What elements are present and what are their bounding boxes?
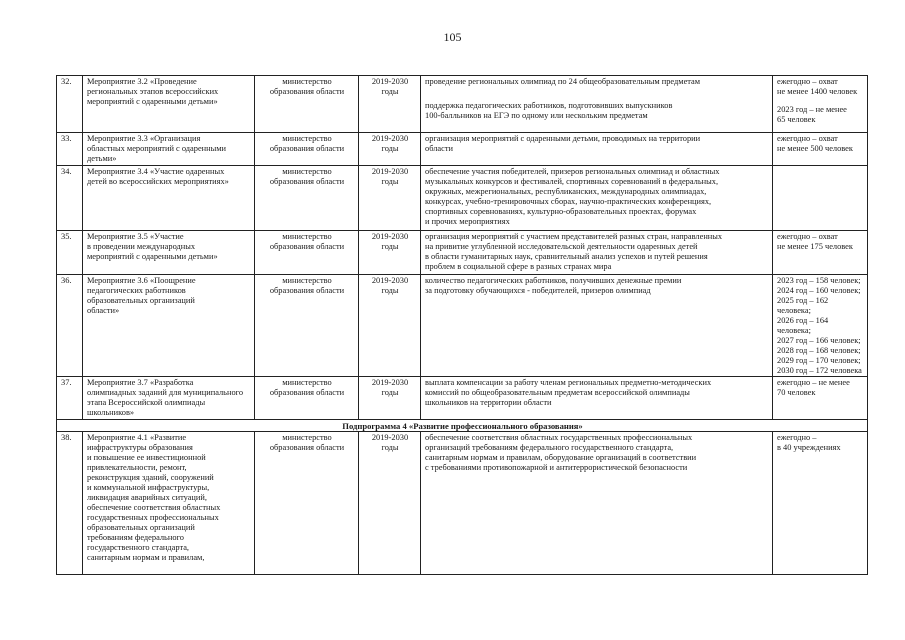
target-value [773,76,868,133]
row-number: 34. [57,166,83,231]
subprogram-title: Подпрограмма 4 «Развитие профессионального образования» [57,420,868,432]
target-value-b: 2023 год – не менее 65 человек [777,105,847,124]
expected-result: обеспечение соответствия областных государственных профессиональных организаций требованиям федерального государственного стандарта, санитарным нормам и правилам, оборудование организаций в соответствии с требованиями противопожарной и антитеррористической безопасности [421,432,773,575]
target-value: ежегодно – охват не менее 175 человек [773,231,868,275]
implementation-term: 2019-2030 годы [359,432,421,575]
row-number: 38. [57,432,83,575]
expected-result: выплата компенсации за работу членам региональных предметно-методических комиссий по общеобразовательным предметам всероссийской олимпиады школьников на территории области [421,377,773,420]
measures-table [56,75,868,575]
responsible-executor: министерство образования области [255,76,359,133]
implementation-term: 2019-2030 годы [359,231,421,275]
target-value: ежегодно – охват не менее 500 человек [773,133,868,166]
table-row [57,432,868,575]
measure-name: Мероприятие 3.6 «Поощрение педагогических работников образовательных организаций области» [83,275,255,377]
row-number: 35. [57,231,83,275]
implementation-term: 2019-2030 годы [359,275,421,377]
table-row [57,231,868,275]
expected-result: организация мероприятий с одаренными детьми, проводимых на территории области [421,133,773,166]
expected-result: организация мероприятий с участием представителей разных стран, направленных на привитие углубленной исследовательской деятельности одаренных детей в области гуманитарных наук, сравнительный анализ успехов и путей решения проблем в социальной сфере в разных странах мира [421,231,773,275]
target-value-a: ежегодно – охват не менее 1400 человек [777,77,858,96]
expected-result: обеспечение участия победителей, призеров региональных олимпиад и областных музыкальных конкурсов и фестивалей, спортивных соревнований в федеральных, окружных, межрегиональных, республиканских, международных олимпиадах, конкурсах, учебно-тренировочных сборах, научно-практических конференциях, спортивных соревнованиях, культурно-образовательных проектах, форумах и прочих мероприятиях [421,166,773,231]
row-number: 32. [57,76,83,133]
implementation-term: 2019-2030 годы [359,76,421,133]
table-row [57,76,868,133]
responsible-executor: министерство образования области [255,275,359,377]
table-row [57,133,868,166]
expected-result-b: поддержка педагогических работников, подготовивших выпускников 100-балльников на ЕГЭ по одному или нескольким предметам [425,101,673,120]
row-number: 33. [57,133,83,166]
target-value: 2023 год – 158 человек; 2024 год – 160 человек; 2025 год – 162 человека; 2026 год – 164 человека; 2027 год – 166 человек; 2028 год – 168 человек; 2029 год – 170 человек; 2030 год – 172 человека [773,275,868,377]
implementation-term: 2019-2030 годы [359,166,421,231]
responsible-executor: министерство образования области [255,432,359,575]
table-row [57,275,868,377]
responsible-executor: министерство образования области [255,166,359,231]
measure-name: Мероприятие 3.7 «Разработка олимпиадных заданий для муниципального этапа Всероссийской олимпиады школьников» [83,377,255,420]
measure-name: Мероприятие 3.5 «Участие в проведении международных мероприятий с одаренными детьми» [83,231,255,275]
target-value: ежегодно – не менее 70 человек [773,377,868,420]
expected-result-a: проведение региональных олимпиад по 24 общеобразовательным предметам [425,77,701,86]
measure-name: Мероприятие 3.2 «Проведение региональных этапов всероссийских мероприятий с одаренными детьми» [83,76,255,133]
expected-result [421,76,773,133]
measure-name: Мероприятие 3.3 «Организация областных мероприятий с одаренными детьми» [83,133,255,166]
measure-name: Мероприятие 4.1 «Развитие инфраструктуры образования и повышение ее инвестиционной привлекательности, ремонт, реконструкция зданий, сооружений и коммунальной инфраструктуры, ликвидация аварийных ситуаций, обеспечение соответствия областных государственных профессиональных образовательных организаций требованиям федерального государственного стандарта, санитарным нормам и правилам, [83,432,255,575]
row-number: 36. [57,275,83,377]
table-row [57,166,868,231]
implementation-term: 2019-2030 годы [359,133,421,166]
measure-name: Мероприятие 3.4 «Участие одаренных детей во всероссийских мероприятиях» [83,166,255,231]
target-value: ежегодно – в 40 учреждениях [773,432,868,575]
target-value [773,166,868,231]
subprogram-row [57,420,868,432]
responsible-executor: министерство образования области [255,231,359,275]
expected-result: количество педагогических работников, получивших денежные премии за подготовку обучающихся - победителей, призеров олимпиад [421,275,773,377]
page-number: 105 [443,30,462,44]
row-number: 37. [57,377,83,420]
responsible-executor: министерство образования области [255,377,359,420]
responsible-executor: министерство образования области [255,133,359,166]
implementation-term: 2019-2030 годы [359,377,421,420]
table-row [57,377,868,420]
